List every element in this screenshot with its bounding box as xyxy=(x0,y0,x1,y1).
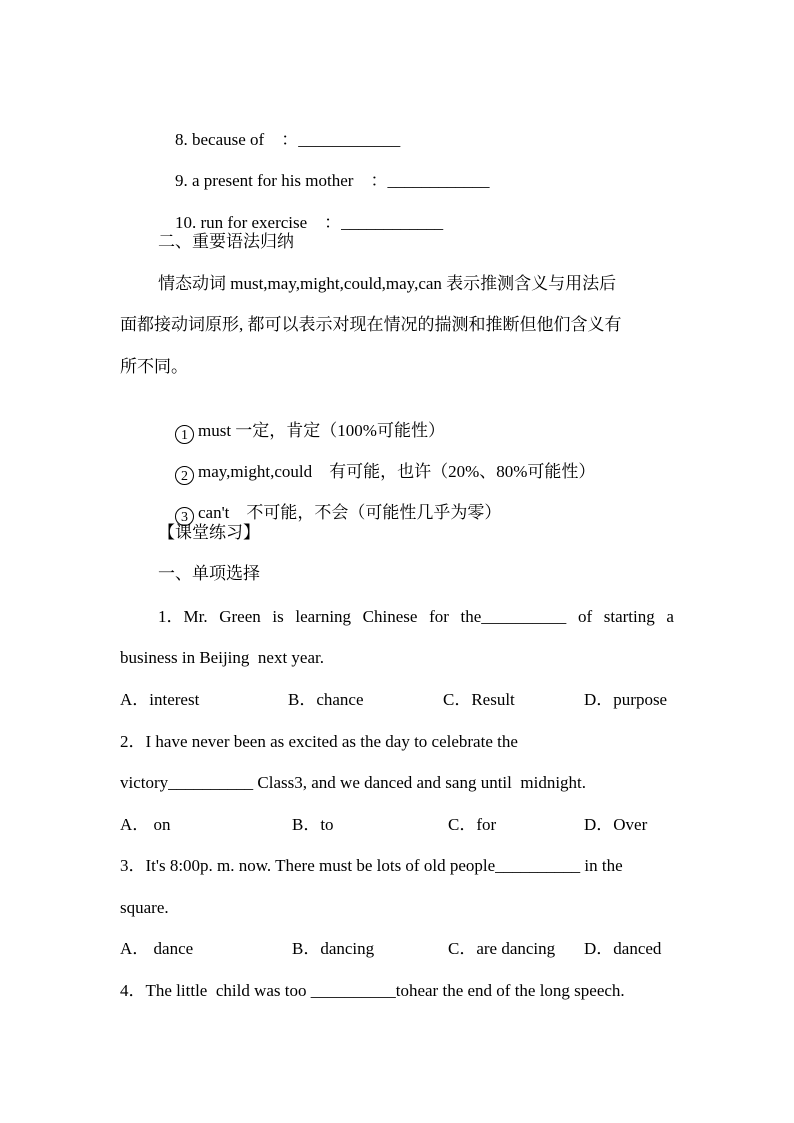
option-d[interactable]: D．purpose xyxy=(584,690,668,709)
question-word: Chinese xyxy=(362,607,418,626)
answer-blank[interactable]: ____________ xyxy=(341,213,444,232)
option-b[interactable]: B．to xyxy=(292,815,334,834)
option-b[interactable]: B．chance xyxy=(288,690,364,709)
modal-text: can't 不可能，不会（可能性几乎为零） xyxy=(198,503,502,522)
circled-number-badge: 2 xyxy=(175,466,194,485)
question-1-options xyxy=(120,689,680,711)
option-a[interactable]: A． on xyxy=(120,815,171,834)
question-2-options xyxy=(120,814,680,836)
option-b[interactable]: B．dancing xyxy=(292,939,375,958)
option-a[interactable]: A．interest xyxy=(120,690,200,709)
question-word: a xyxy=(666,607,674,626)
circled-number-badge: 3 xyxy=(175,507,194,526)
grammar-paragraph-line: 情态动词 must,may,might,could,may,can 表示推测含义与用法后 xyxy=(158,274,617,293)
question-word-blank: the__________ xyxy=(460,607,567,626)
practice-heading: 【课堂练习】 xyxy=(158,523,260,542)
circled-number-badge: 1 xyxy=(175,425,194,444)
vocab-prefix: 8. because of ： xyxy=(175,130,299,149)
question-3-line-2: square. xyxy=(120,898,169,917)
question-word: of xyxy=(577,607,593,626)
choice-heading: 一、单项选择 xyxy=(158,564,260,583)
vocab-prefix: 10. run for exercise ： xyxy=(175,213,342,232)
option-c[interactable]: C．for xyxy=(448,815,497,834)
option-d[interactable]: D．danced xyxy=(584,939,662,958)
question-word: is xyxy=(272,607,284,626)
question-word: Green xyxy=(219,607,261,626)
question-1-line-2: business in Beijing next year. xyxy=(120,648,324,667)
modal-text: must 一定，肯定（100%可能性） xyxy=(198,421,445,440)
question-3-options xyxy=(120,938,680,960)
modal-text: may,might,could 有可能，也许（20%、80%可能性） xyxy=(198,462,596,481)
grammar-paragraph-line: 面都接动词原形, 都可以表示对现在情况的揣测和推断但他们含义有 xyxy=(120,315,622,334)
question-2-line-1: 2．I have never been as excited as the day to celebrate the xyxy=(120,732,518,751)
answer-blank[interactable]: ____________ xyxy=(298,130,401,149)
question-word: for xyxy=(429,607,449,626)
option-d[interactable]: D．Over xyxy=(584,815,648,834)
option-a[interactable]: A． dance xyxy=(120,939,194,958)
question-1-line-1 xyxy=(158,606,674,628)
question-4-line-1: 4．The little child was too __________tohear the end of the long speech. xyxy=(120,981,625,1000)
question-2-line-2: victory__________ Class3, and we danced and sang until midnight. xyxy=(120,773,587,792)
vocab-prefix: 9. a present for his mother ： xyxy=(175,171,388,190)
question-word: learning xyxy=(295,607,352,626)
question-word: starting xyxy=(603,607,655,626)
option-c[interactable]: C．Result xyxy=(443,690,515,709)
option-c[interactable]: C．are dancing xyxy=(448,939,556,958)
grammar-heading: 二、重要语法归纳 xyxy=(158,232,294,251)
question-word: 1．Mr. xyxy=(158,607,208,626)
answer-blank[interactable]: ____________ xyxy=(387,171,490,190)
grammar-paragraph-line: 所不同。 xyxy=(120,357,188,376)
question-3-line-1: 3．It's 8:00p. m. now. There must be lots of old people__________ in the xyxy=(120,856,623,875)
